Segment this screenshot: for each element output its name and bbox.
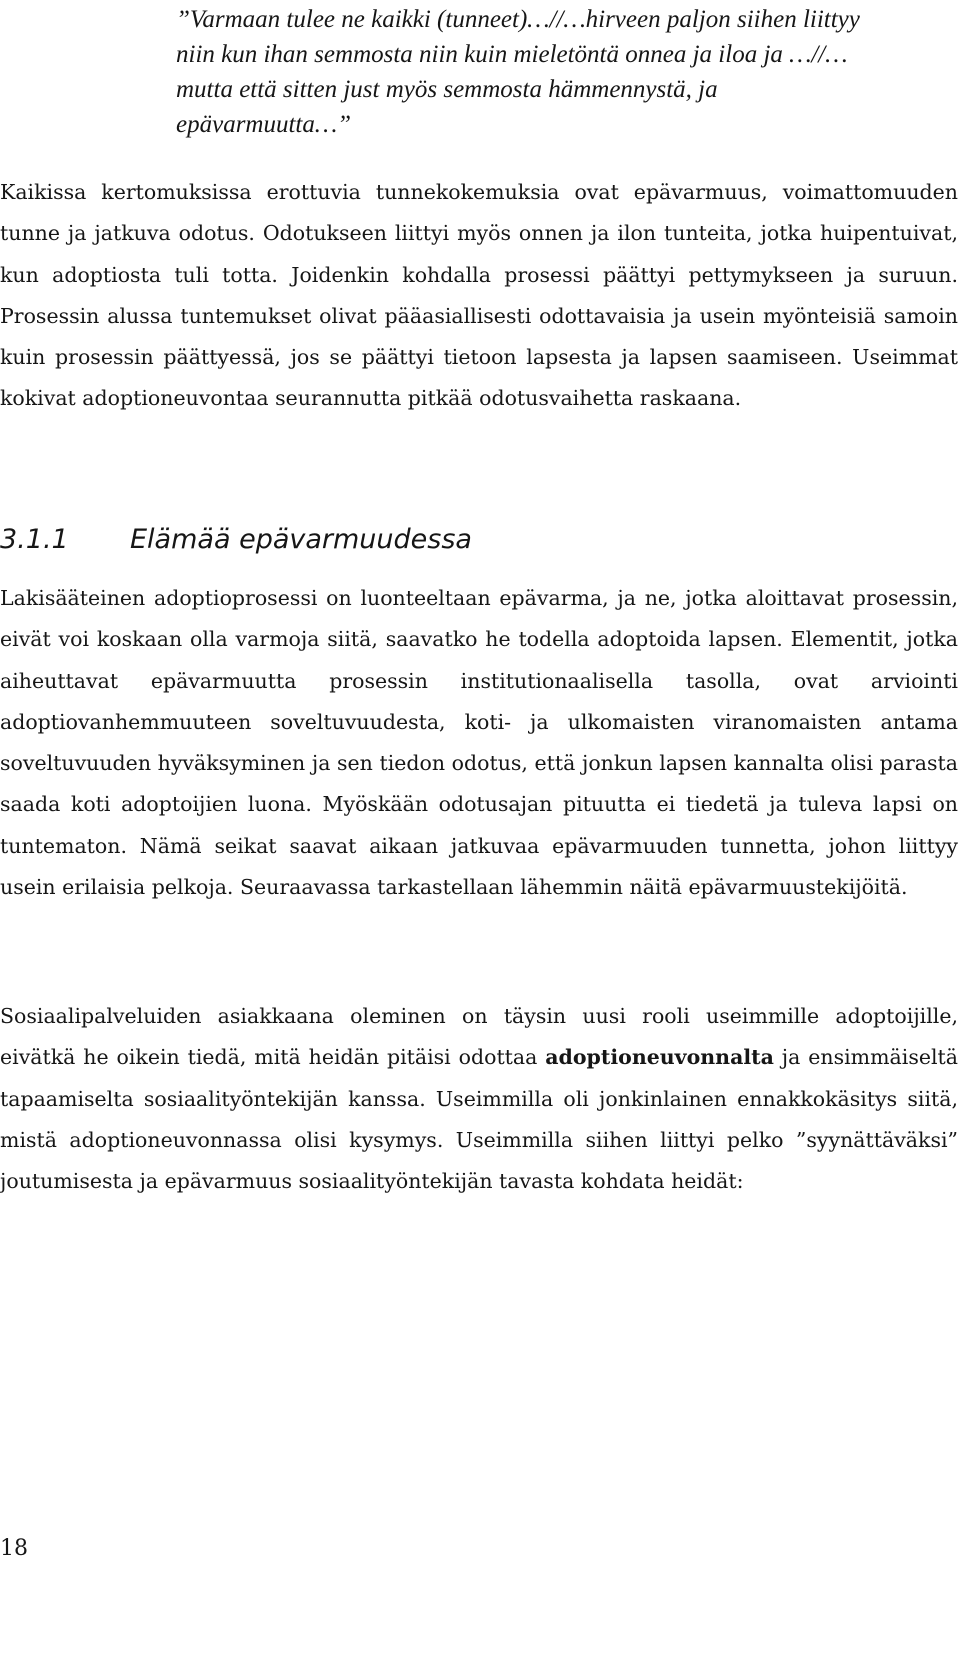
paragraph-emotional-experiences: Kaikissa kertomuksissa erottuvia tunnekokemuksia ovat epävarmuus, voimattomuuden tunne ja jatkuva odotus. Odotukseen liittyi myös onnen ja ilon tunteita, jotka huipentuivat, kun adoptiosta tuli totta. Joidenkin kohdalla prosessi päättyi pettymykseen ja suruun. Prosessin alussa tuntemukset olivat pääasiallisesti odottavaisia ja usein myönteisiä samoin kuin prosessin päättyessä, jos se päättyi tietoon lapsesta ja lapsen saamiseen. Useimmat kokivat adoptioneuvontaa seurannutta pitkää odotusvaihetta raskaana. bbox=[0, 180, 958, 411]
paragraph-social-services bbox=[0, 996, 958, 1202]
section-heading bbox=[0, 520, 958, 560]
bold-term: adoptioneuvonnalta bbox=[545, 1045, 774, 1070]
paragraph-text-start: Sosiaalipalveluiden asiakkaana oleminen on täysin uusi rooli useimmille adoptoijille, eivätkä he oikein tiedä, mitä heidän pitäisi odottaa bbox=[0, 1004, 958, 1070]
page-number: 18 bbox=[0, 1536, 28, 1561]
interview-quote: ”Varmaan tulee ne kaikki (tunneet)…//…hirveen paljon siihen liittyy niin kun ihan semmosta niin kuin mieletöntä onnea ja iloa ja …//…mutta että sitten just myös semmosta hämmennystä, ja epävarmuutta…” bbox=[176, 6, 860, 138]
section-number: 3.1.1 bbox=[0, 524, 69, 555]
paragraph-text-end: ja ensimmäiseltä tapaamiselta sosiaalityöntekijän kanssa. Useimmilla oli jonkinlainen ennakkokäsitys siitä, mistä adoptioneuvonnassa olisi kysymys. Useimmilla siihen liittyi pelko ”syynättäväksi” joutumisesta ja epävarmuus sosiaalityöntekijän tavasta kohdata heidät: bbox=[0, 1045, 958, 1194]
section-title: Elämää epävarmuudessa bbox=[130, 524, 472, 555]
paragraph-uncertainty: Lakisääteinen adoptioprosessi on luonteeltaan epävarma, ja ne, jotka aloittavat prosessin, eivät voi koskaan olla varmoja siitä, saavatko he todella adoptoida lapsen. Elementit, jotka aiheuttavat epävarmuutta prosessin institutionaalisella tasolla, ovat arviointi adoptiovanhemmuuteen soveltuvuudesta, koti- ja ulkomaisten viranomaisten antama soveltuvuuden hyväksyminen ja sen tiedon odotus, että jonkun lapsen kannalta olisi parasta saada koti adoptoijien luona. Myöskään odotusajan pituutta ei tiedetä ja tuleva lapsi on tuntematon. Nämä seikat saavat aikaan jatkuvaa epävarmuuden tunnetta, johon liittyy usein erilaisia pelkoja. Seuraavassa tarkastellaan lähemmin näitä epävarmuustekijöitä. bbox=[0, 586, 958, 900]
